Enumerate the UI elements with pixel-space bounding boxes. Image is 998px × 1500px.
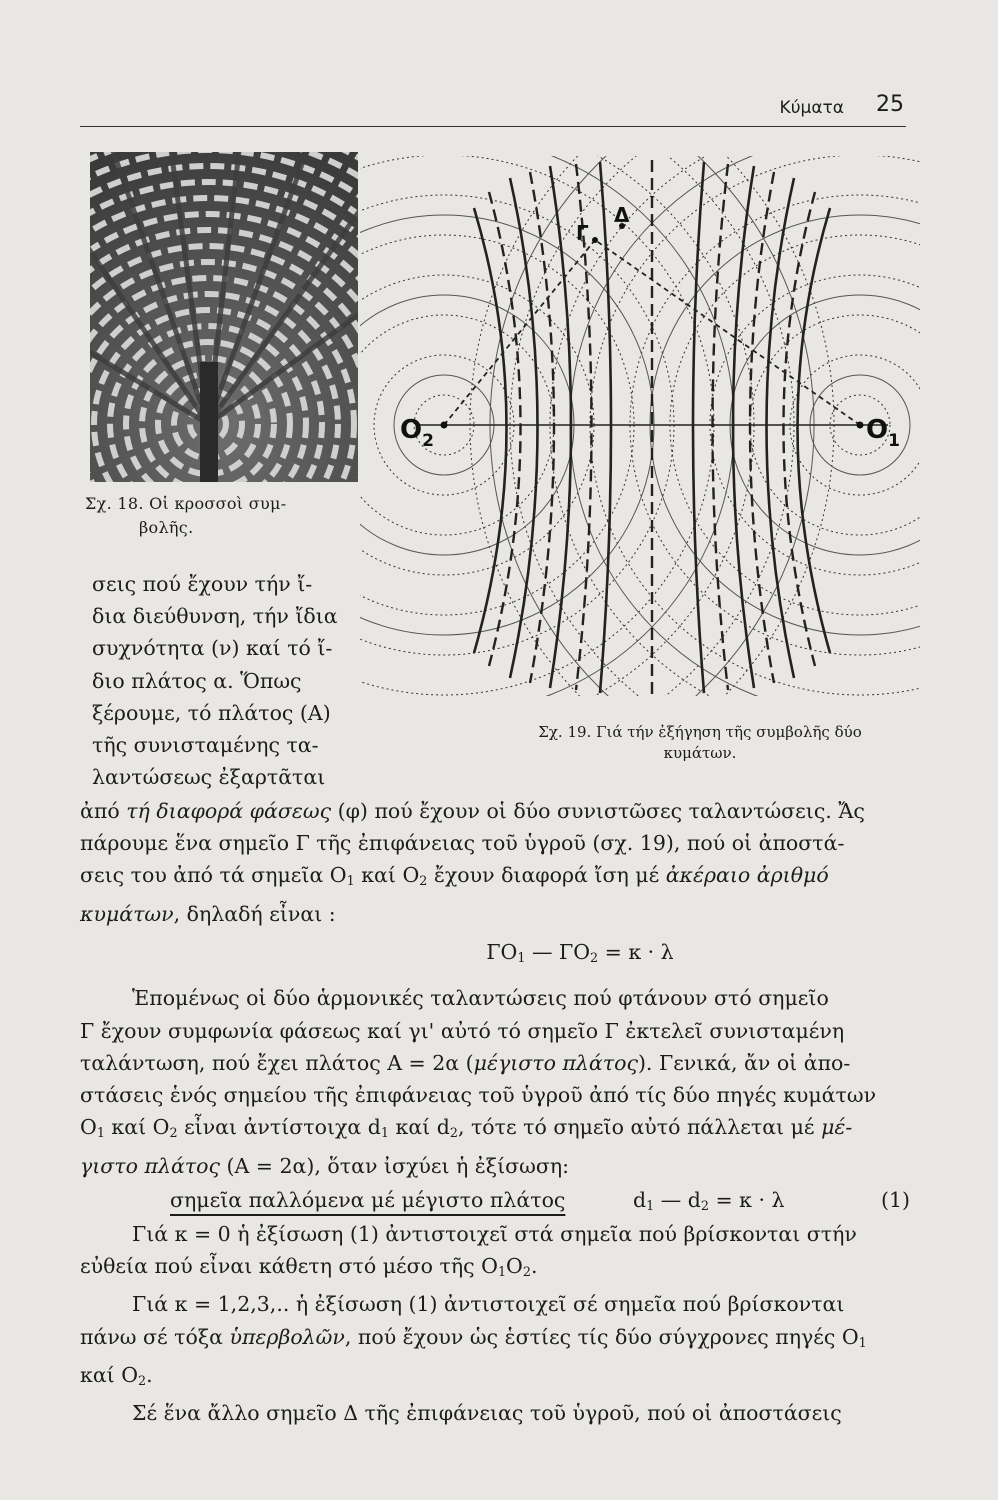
equation-max-amplitude bbox=[80, 1184, 920, 1218]
subscript: 1 bbox=[517, 950, 526, 966]
label-o1 bbox=[866, 415, 900, 451]
text-run: . bbox=[530, 1253, 538, 1278]
text-line bbox=[80, 1111, 920, 1149]
text-line: δια διεύθυνση, τήν ἴδια bbox=[92, 604, 338, 629]
text-line bbox=[80, 1250, 920, 1288]
label-o1-letter: O bbox=[866, 415, 889, 445]
text-run: , δηλαδή εἶναι : bbox=[173, 901, 336, 926]
text-line: στάσεις ἑνός σημείου τῆς ἐπιφάνειας τοῦ ὑγροῦ ἀπό τίς δύο πηγές κυμάτων bbox=[80, 1082, 877, 1107]
equation-path-difference bbox=[80, 936, 920, 974]
subscript: 2 bbox=[419, 873, 428, 889]
text-run: ἀπό bbox=[80, 799, 127, 823]
subscript: 2 bbox=[700, 1197, 709, 1213]
text-run: καί O bbox=[354, 863, 420, 888]
text-line: σεις πού ἔχουν τήν ἴ- bbox=[92, 572, 313, 596]
figure-19-caption-line: κυμάτων. bbox=[663, 744, 737, 762]
label-o1-subscript: 1 bbox=[888, 431, 900, 451]
label-gamma: Γ bbox=[576, 221, 589, 245]
text-line: Ἑπομένως οἱ δύο ἁρμονικές ταλαντώσεις πού φτάνουν στό σημεῖο bbox=[132, 986, 829, 1011]
text-line: ξέρουμε, τό πλάτος (Α) bbox=[92, 700, 331, 725]
equation-label: σημεῖα παλλόμενα μέ μέγιστο πλάτος bbox=[170, 1187, 566, 1212]
text-run: , τότε τό σημεῖο αὐτό πάλλεται μέ bbox=[457, 1115, 822, 1140]
eq-run: = κ · λ bbox=[708, 1187, 785, 1212]
subscript: 2 bbox=[449, 1125, 458, 1141]
figure-19-diagram bbox=[360, 148, 920, 718]
text-line: συχνότητα (ν) καί τό ἴ- bbox=[92, 636, 333, 661]
text-run: ταλάντωση, πού ἔχει πλάτος Α = 2α ( bbox=[80, 1050, 474, 1075]
narrow-text-column bbox=[92, 568, 382, 793]
chapter-title: Κύματα bbox=[779, 98, 844, 118]
text-line bbox=[80, 795, 920, 827]
text-line bbox=[80, 859, 920, 897]
label-o2-letter: O bbox=[400, 415, 423, 445]
text-run: . bbox=[146, 1362, 153, 1387]
figure-19-caption-line: Σχ. 19. Γιά τήν ἐξήγηση τῆς συμβολῆς δύο bbox=[538, 723, 862, 741]
figure-19-caption bbox=[525, 722, 875, 764]
eq-run: — d bbox=[654, 1187, 701, 1212]
eq-run: ΓO bbox=[486, 939, 518, 964]
subscript: 2 bbox=[138, 1373, 147, 1389]
text-run: πάνω σέ τόξα bbox=[80, 1324, 230, 1349]
text-run-italic: κυμάτων bbox=[80, 901, 174, 926]
subscript: 1 bbox=[858, 1334, 867, 1350]
eq-run: — ΓO bbox=[525, 939, 591, 964]
text-line: λαντώσεως ἐξαρτᾶται bbox=[92, 765, 326, 790]
text-run: καί d bbox=[388, 1115, 450, 1140]
figure-18-photo bbox=[90, 152, 358, 482]
subscript: 1 bbox=[380, 1125, 389, 1141]
text-line: Γιά κ = 0 ἡ ἐξίσωση (1) ἀντιστοιχεῖ στά σημεῖα πού βρίσκονται στήν bbox=[132, 1221, 857, 1246]
text-line: διο πλάτος α. Ὅπως bbox=[92, 668, 302, 693]
equation-formula bbox=[633, 1184, 785, 1222]
label-o2-subscript: 2 bbox=[422, 431, 434, 451]
text-run-italic: ὑπερβολῶν bbox=[229, 1324, 345, 1349]
label-delta: Δ bbox=[614, 203, 630, 227]
text-line: Γ ἔχουν συμφωνία φάσεως καί γι' αὐτό τό σημεῖο Γ ἐκτελεῖ συνισταμένη bbox=[80, 1018, 845, 1043]
text-line bbox=[80, 1359, 920, 1397]
eq-run: d bbox=[633, 1187, 647, 1212]
subscript: 2 bbox=[590, 950, 599, 966]
text-run: ). Γενικά, ἄν οἱ ἀπο- bbox=[637, 1050, 851, 1075]
figure-18-caption-line: βολῆς. bbox=[139, 518, 194, 537]
text-line bbox=[80, 1321, 920, 1359]
text-run: σεις του ἀπό τά σημεῖα O bbox=[80, 863, 347, 888]
eq-run: = κ · λ bbox=[598, 939, 674, 964]
text-run-italic: μέ- bbox=[821, 1115, 853, 1140]
page-number: 25 bbox=[876, 92, 904, 117]
text-line: Σέ ἕνα ἄλλο σημεῖο Δ τῆς ἐπιφάνειας τοῦ ὑγροῦ, πού οἱ ἀποστάσεις bbox=[132, 1401, 842, 1426]
text-run: (Α = 2α), ὅταν ἰσχύει ἡ ἐξίσωση: bbox=[219, 1153, 570, 1178]
text-run-italic: ἀκέραιο ἀριθμό bbox=[665, 863, 829, 888]
text-run: καί O bbox=[80, 1362, 139, 1387]
text-run: O bbox=[506, 1253, 523, 1278]
text-run: εἶναι ἀντίστοιχα d bbox=[177, 1115, 381, 1140]
label-o2 bbox=[400, 415, 434, 451]
text-line: Γιά κ = 1,2,3,.. ἡ ἐξίσωση (1) ἀντιστοιχεῖ σέ σημεῖα πού βρίσκονται bbox=[132, 1292, 845, 1317]
subscript: 1 bbox=[497, 1264, 507, 1280]
subscript: 2 bbox=[522, 1264, 531, 1280]
text-run: , πού ἔχουν ὡς ἑστίες τίς δύο σύγχρονες πηγές O bbox=[344, 1324, 859, 1349]
text-run-italic: μέγιστο πλάτος bbox=[473, 1050, 638, 1075]
equation-number: (1) bbox=[880, 1187, 910, 1212]
text-line: πάρουμε ἕνα σημεῖο Γ τῆς ἐπιφάνειας τοῦ ὑγροῦ (σχ. 19), πού οἱ ἀποστά- bbox=[80, 831, 845, 856]
running-header bbox=[80, 92, 906, 127]
text-run: (φ) πού ἔχουν οἱ δύο συνιστῶσες ταλαντώσεις. Ἄς bbox=[331, 799, 865, 823]
subscript: 2 bbox=[169, 1125, 178, 1141]
text-run-italic: γιστο πλάτος bbox=[80, 1153, 220, 1178]
text-run: ἔχουν διαφορά ἴση μέ bbox=[427, 863, 666, 888]
text-line bbox=[80, 898, 920, 930]
text-run: εὐθεία πού εἶναι κάθετη στό μέσο τῆς O bbox=[80, 1253, 498, 1278]
text-run-italic: τή διαφορά φάσεως bbox=[126, 799, 332, 823]
subscript: 1 bbox=[96, 1125, 105, 1141]
text-run: O bbox=[80, 1115, 97, 1140]
subscript: 1 bbox=[346, 873, 355, 889]
main-text bbox=[80, 795, 920, 1429]
figure-18-caption bbox=[85, 492, 305, 540]
figure-18-caption-line: Σχ. 18. Οἱ κροσσοὶ συμ- bbox=[85, 494, 287, 513]
text-line bbox=[80, 1047, 920, 1079]
text-line: τῆς συνισταμένης τα- bbox=[92, 733, 319, 758]
text-line bbox=[80, 1150, 920, 1182]
text-run: καί O bbox=[104, 1115, 170, 1140]
subscript: 1 bbox=[646, 1197, 655, 1213]
